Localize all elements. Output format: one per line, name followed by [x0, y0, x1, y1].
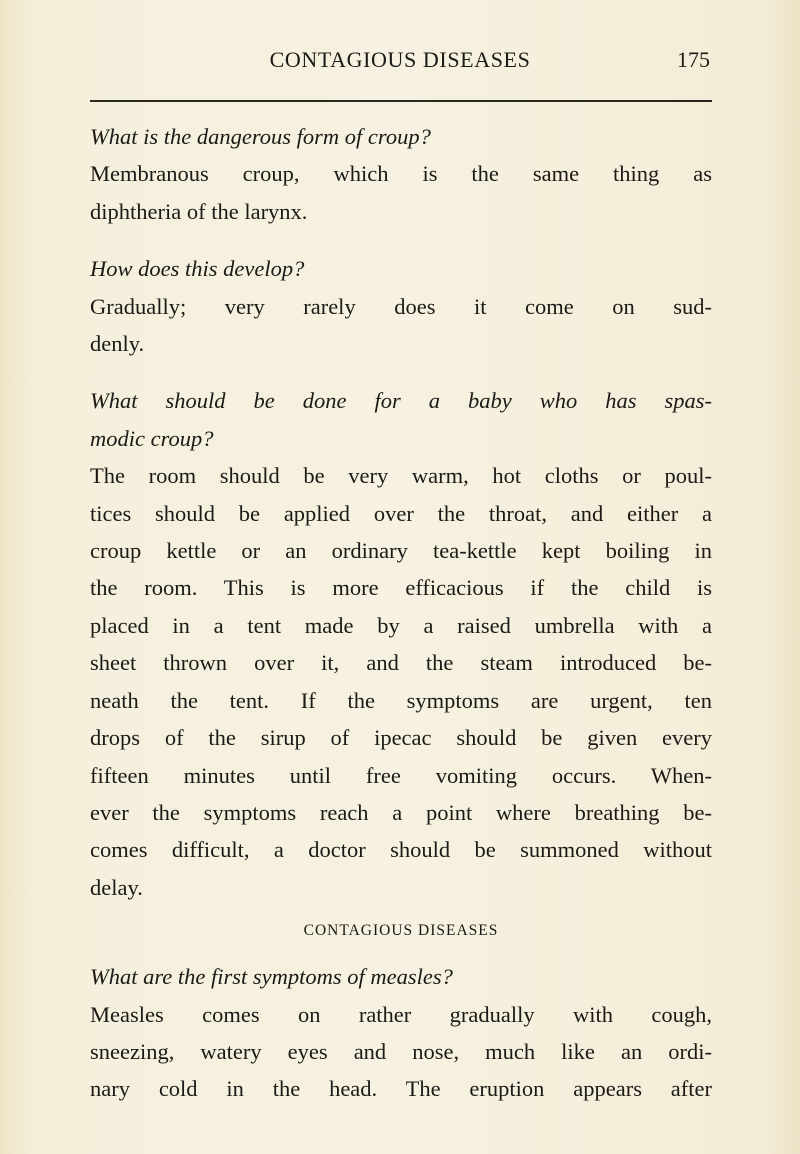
answer-line: Measles comes on rather gradually with cough, — [90, 1001, 712, 1027]
header-rule — [90, 100, 712, 102]
answer — [90, 996, 712, 1108]
answer-line: croup kettle or an ordinary tea-kettle kept boiling in — [90, 538, 712, 564]
page-number: 175 — [677, 47, 710, 72]
question-line: modic croup? — [90, 425, 214, 451]
answer-line: sneezing, watery eyes and nose, much like an ordi- — [90, 1038, 712, 1064]
answer-line: fifteen minutes until free vomiting occurs. When- — [90, 762, 712, 788]
question — [90, 958, 712, 995]
answer — [90, 155, 712, 230]
section-heading: CONTAGIOUS DISEASES — [303, 922, 499, 940]
question — [90, 250, 712, 287]
answer-line: sheet thrown over it, and the steam introduced be- — [90, 650, 712, 676]
answer-line: delay. — [90, 874, 143, 900]
answer-line: Gradually; very rarely does it come on sud- — [90, 293, 712, 319]
answer-line: diphtheria of the larynx. — [90, 198, 308, 224]
question-line: How does this develop? — [90, 256, 305, 282]
answer-line: denly. — [90, 331, 145, 357]
running-head — [90, 47, 710, 77]
spacer — [90, 230, 712, 250]
answer-line: nary cold in the head. The eruption appears after — [90, 1076, 712, 1102]
answer-line: the room. This is more efficacious if the child is — [90, 575, 712, 601]
spacer — [90, 362, 712, 382]
answer-line: neath the tent. If the symptoms are urgent, ten — [90, 687, 712, 713]
answer-line: Membranous croup, which is the same thing as — [90, 161, 712, 187]
answer — [90, 457, 712, 906]
question-line: What is the dangerous form of croup? — [90, 124, 431, 149]
question-line: What are the first symptoms of measles? — [90, 964, 453, 990]
answer — [90, 288, 712, 363]
answer-line: placed in a tent made by a raised umbrella with a — [90, 612, 712, 638]
running-title: CONTAGIOUS DISEASES — [269, 47, 531, 72]
body-text — [90, 118, 712, 1108]
question-line: What should be done for a baby who has spas- — [90, 388, 712, 414]
answer-line: tices should be applied over the throat, and either a — [90, 500, 712, 526]
answer-line: ever the symptoms reach a point where breathing be- — [90, 799, 712, 825]
question — [90, 382, 712, 457]
question — [90, 118, 712, 155]
answer-line: comes difficult, a doctor should be summoned without — [90, 837, 712, 863]
answer-line: The room should be very warm, hot cloths or poul- — [90, 463, 712, 489]
answer-line: drops of the sirup of ipecac should be given every — [90, 725, 712, 751]
